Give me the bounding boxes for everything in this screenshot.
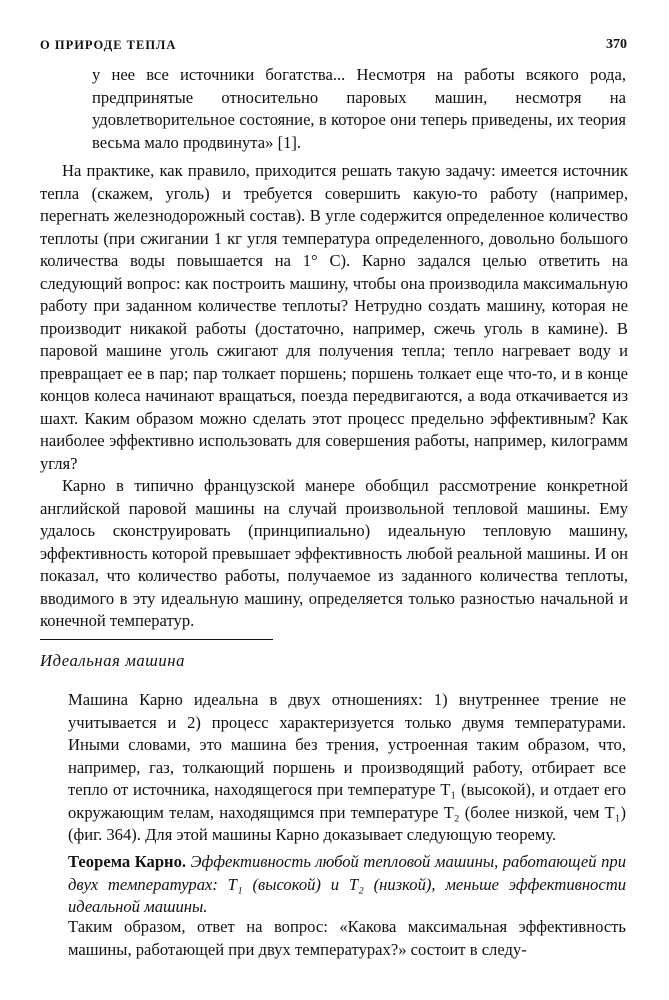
section-paragraph: Машина Карно идеальна в двух отношениях: 1) внутреннее трение не учитывается и 2) процесс характеризуется только двумя температурами. Иными словами, это машина без трения, устроенная таким образом, что, например, газ, толкающий поршень и производящий работу, отбирает все тепло от источника, находящегося при температуре T₁ (высокой), и отдает его окружающим телам, находящимся при температуре T₂ (более низкой, чем T₁) (фиг. 364). Для этой машины Карно доказывает следующую теорему. xyxy=(68,690,626,844)
main-text xyxy=(40,160,628,633)
section-divider xyxy=(40,639,273,640)
carnot-theorem xyxy=(68,851,626,919)
theorem-statement: Эффективность любой тепловой машины, работающей при двух температурах: T₁ (высокой) и T₂ (низкой), меньше эффективности идеальной машины. xyxy=(68,852,626,916)
conclusion-paragraph: Таким образом, ответ на вопрос: «Какова максимальная эффективность машины, работающей при двух температурах?» состоит в следу- xyxy=(68,917,626,959)
section-title: Идеальная машина xyxy=(40,651,186,670)
paragraph-practice: На практике, как правило, приходится решать такую задачу: имеется источник тепла (скажем, уголь) и требуется совершить какую-то работу (например, перегнать железнодорожный состав). В угле содержится определенное количество теплоты (при сжигании 1 кг угля температура определенного, довольно большого количества воды повышается на 1° С). Карно задался целью ответить на следующий вопрос: как построить машину, чтобы она производила максимальную работу при заданном количестве теплоты? Нетрудно создать машину, которая не производит никакой работы (достаточно, например, сжечь уголь в камине). В паровой машине уголь сжигают для получения тепла; тепло нагревает воду и превращает ее в пар; пар толкает поршень; поршень толкает еще что-то, и в конце концов колеса начинают вращаться, поезда передвигаются, а вода откачивается из шахт. Каким образом можно сделать этот процесс предельно эффективным? Как наиболее эффективно использовать для совершения работы, например, килограмм угля? xyxy=(40,161,628,473)
paragraph-carnot-generalization: Карно в типично французской манере обобщил рассмотрение конкретной английской паровой машины на случай произвольной тепловой машины. Ему удалось сконструировать (принципиально) идеальную тепловую машину, эффективность которой превышает эффективность любой реальной машины. И он показал, что количество работы, получаемое из заданного количества теплоты, вводимого в эту идеальную машину, определяется только разностью начальной и конечной температур. xyxy=(40,476,628,630)
theorem-label: Теорема Карно. xyxy=(68,852,187,871)
running-head: О ПРИРОДЕ ТЕПЛА xyxy=(40,38,177,52)
quotation-continuation: у нее все источники богатства... Несмотря на работы всякого рода, предпринятые относительно паровых машин, несмотря на удовлетворительное состояние, в которое они теперь приведены, их теория весьма мало продвинута» [1]. xyxy=(92,65,626,152)
page-number: 370 xyxy=(606,37,627,52)
